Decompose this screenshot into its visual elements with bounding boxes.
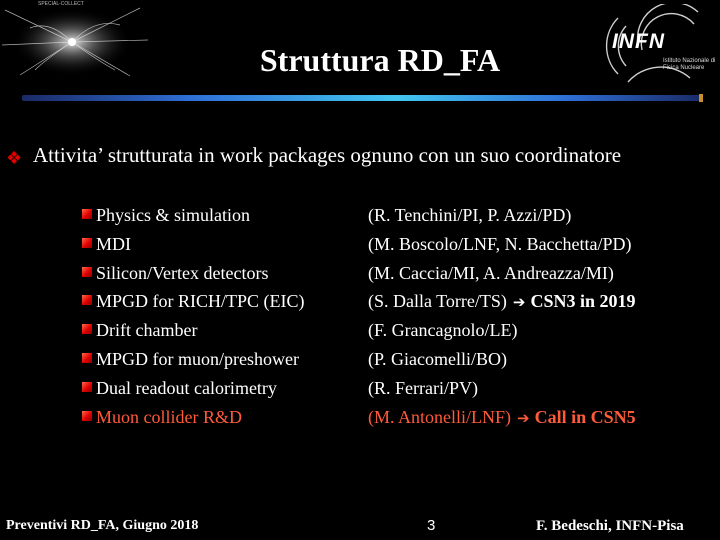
list-item <box>82 259 702 288</box>
flare-logo-caption: SPECIAL-COLLECT <box>38 1 84 7</box>
coordinators <box>368 259 614 288</box>
list-item <box>82 374 702 403</box>
right-arrow-icon: ➔ <box>517 408 530 427</box>
footer-author: F. Bedeschi, INFN-Pisa <box>536 518 684 534</box>
list-item <box>82 403 702 432</box>
work-package-name: Silicon/Vertex detectors <box>96 262 269 283</box>
funding-note: CSN3 in 2019 <box>530 291 636 312</box>
work-package-list <box>82 201 702 431</box>
slide-title: Struttura RD_FA <box>259 42 501 78</box>
funding-note: Call in CSN5 <box>534 406 636 427</box>
red-square-bullet-icon <box>82 267 92 277</box>
coordinator-names: (R. Ferrari/PV) <box>368 377 478 398</box>
coordinator-names: (R. Tenchini/PI, P. Azzi/PD) <box>368 205 572 225</box>
red-square-bullet-icon <box>82 353 92 363</box>
work-package-name: Physics & simulation <box>96 205 251 225</box>
footer-event: Preventivi RD_FA, Giugno 2018 <box>6 518 199 533</box>
coordinator-names: (P. Giacomelli/BO) <box>368 348 507 369</box>
infn-logo-word: INFN <box>612 30 665 53</box>
red-square-bullet-icon <box>82 382 92 392</box>
coordinators <box>368 374 478 403</box>
list-item <box>82 287 702 316</box>
coordinator-names: (M. Boscolo/LNF, N. Bacchetta/PD) <box>368 233 632 254</box>
title-rule-end-mark <box>699 94 703 102</box>
page-number: 3 <box>427 517 436 534</box>
coordinator-names: (M. Caccia/MI, A. Andreazza/MI) <box>368 262 614 283</box>
work-package-name: Drift chamber <box>96 320 198 341</box>
list-item <box>82 201 702 230</box>
coordinator-names: (S. Dalla Torre/TS) <box>368 291 507 312</box>
list-item <box>82 316 702 345</box>
main-bullet-text: Attivita’ strutturata in work packages ognuno con un suo coordinatore <box>33 143 622 167</box>
coordinators <box>368 345 507 374</box>
red-square-bullet-icon <box>82 411 92 421</box>
coordinator-names: (F. Grancagnolo/LE) <box>368 320 518 341</box>
coordinator-names: (M. Antonelli/LNF) <box>368 406 511 427</box>
list-item <box>82 345 702 374</box>
coordinators <box>368 287 636 317</box>
red-square-bullet-icon <box>82 324 92 334</box>
red-square-bullet-icon <box>82 209 92 219</box>
list-item <box>82 230 702 259</box>
right-arrow-icon: ➔ <box>512 293 526 312</box>
coordinators <box>368 316 518 345</box>
slide-header <box>0 0 720 100</box>
title-underline-rule <box>22 95 702 101</box>
work-package-name: MPGD for muon/preshower <box>96 348 299 369</box>
coordinators <box>368 201 571 230</box>
work-package-name: Muon collider R&D <box>96 406 242 427</box>
diamond-bullet-icon: ❖ <box>6 148 23 168</box>
work-package-name: MPGD for RICH/TPC (EIC) <box>96 291 305 312</box>
coordinators <box>368 230 632 259</box>
red-square-bullet-icon <box>82 238 92 248</box>
work-package-name: MDI <box>96 233 131 254</box>
work-package-name: Dual readout calorimetry <box>96 377 277 398</box>
infn-logo-subtitle: Istituto Nazionale di Fisica Nucleare <box>663 58 716 71</box>
red-square-bullet-icon <box>82 295 92 305</box>
coordinators <box>368 403 636 433</box>
